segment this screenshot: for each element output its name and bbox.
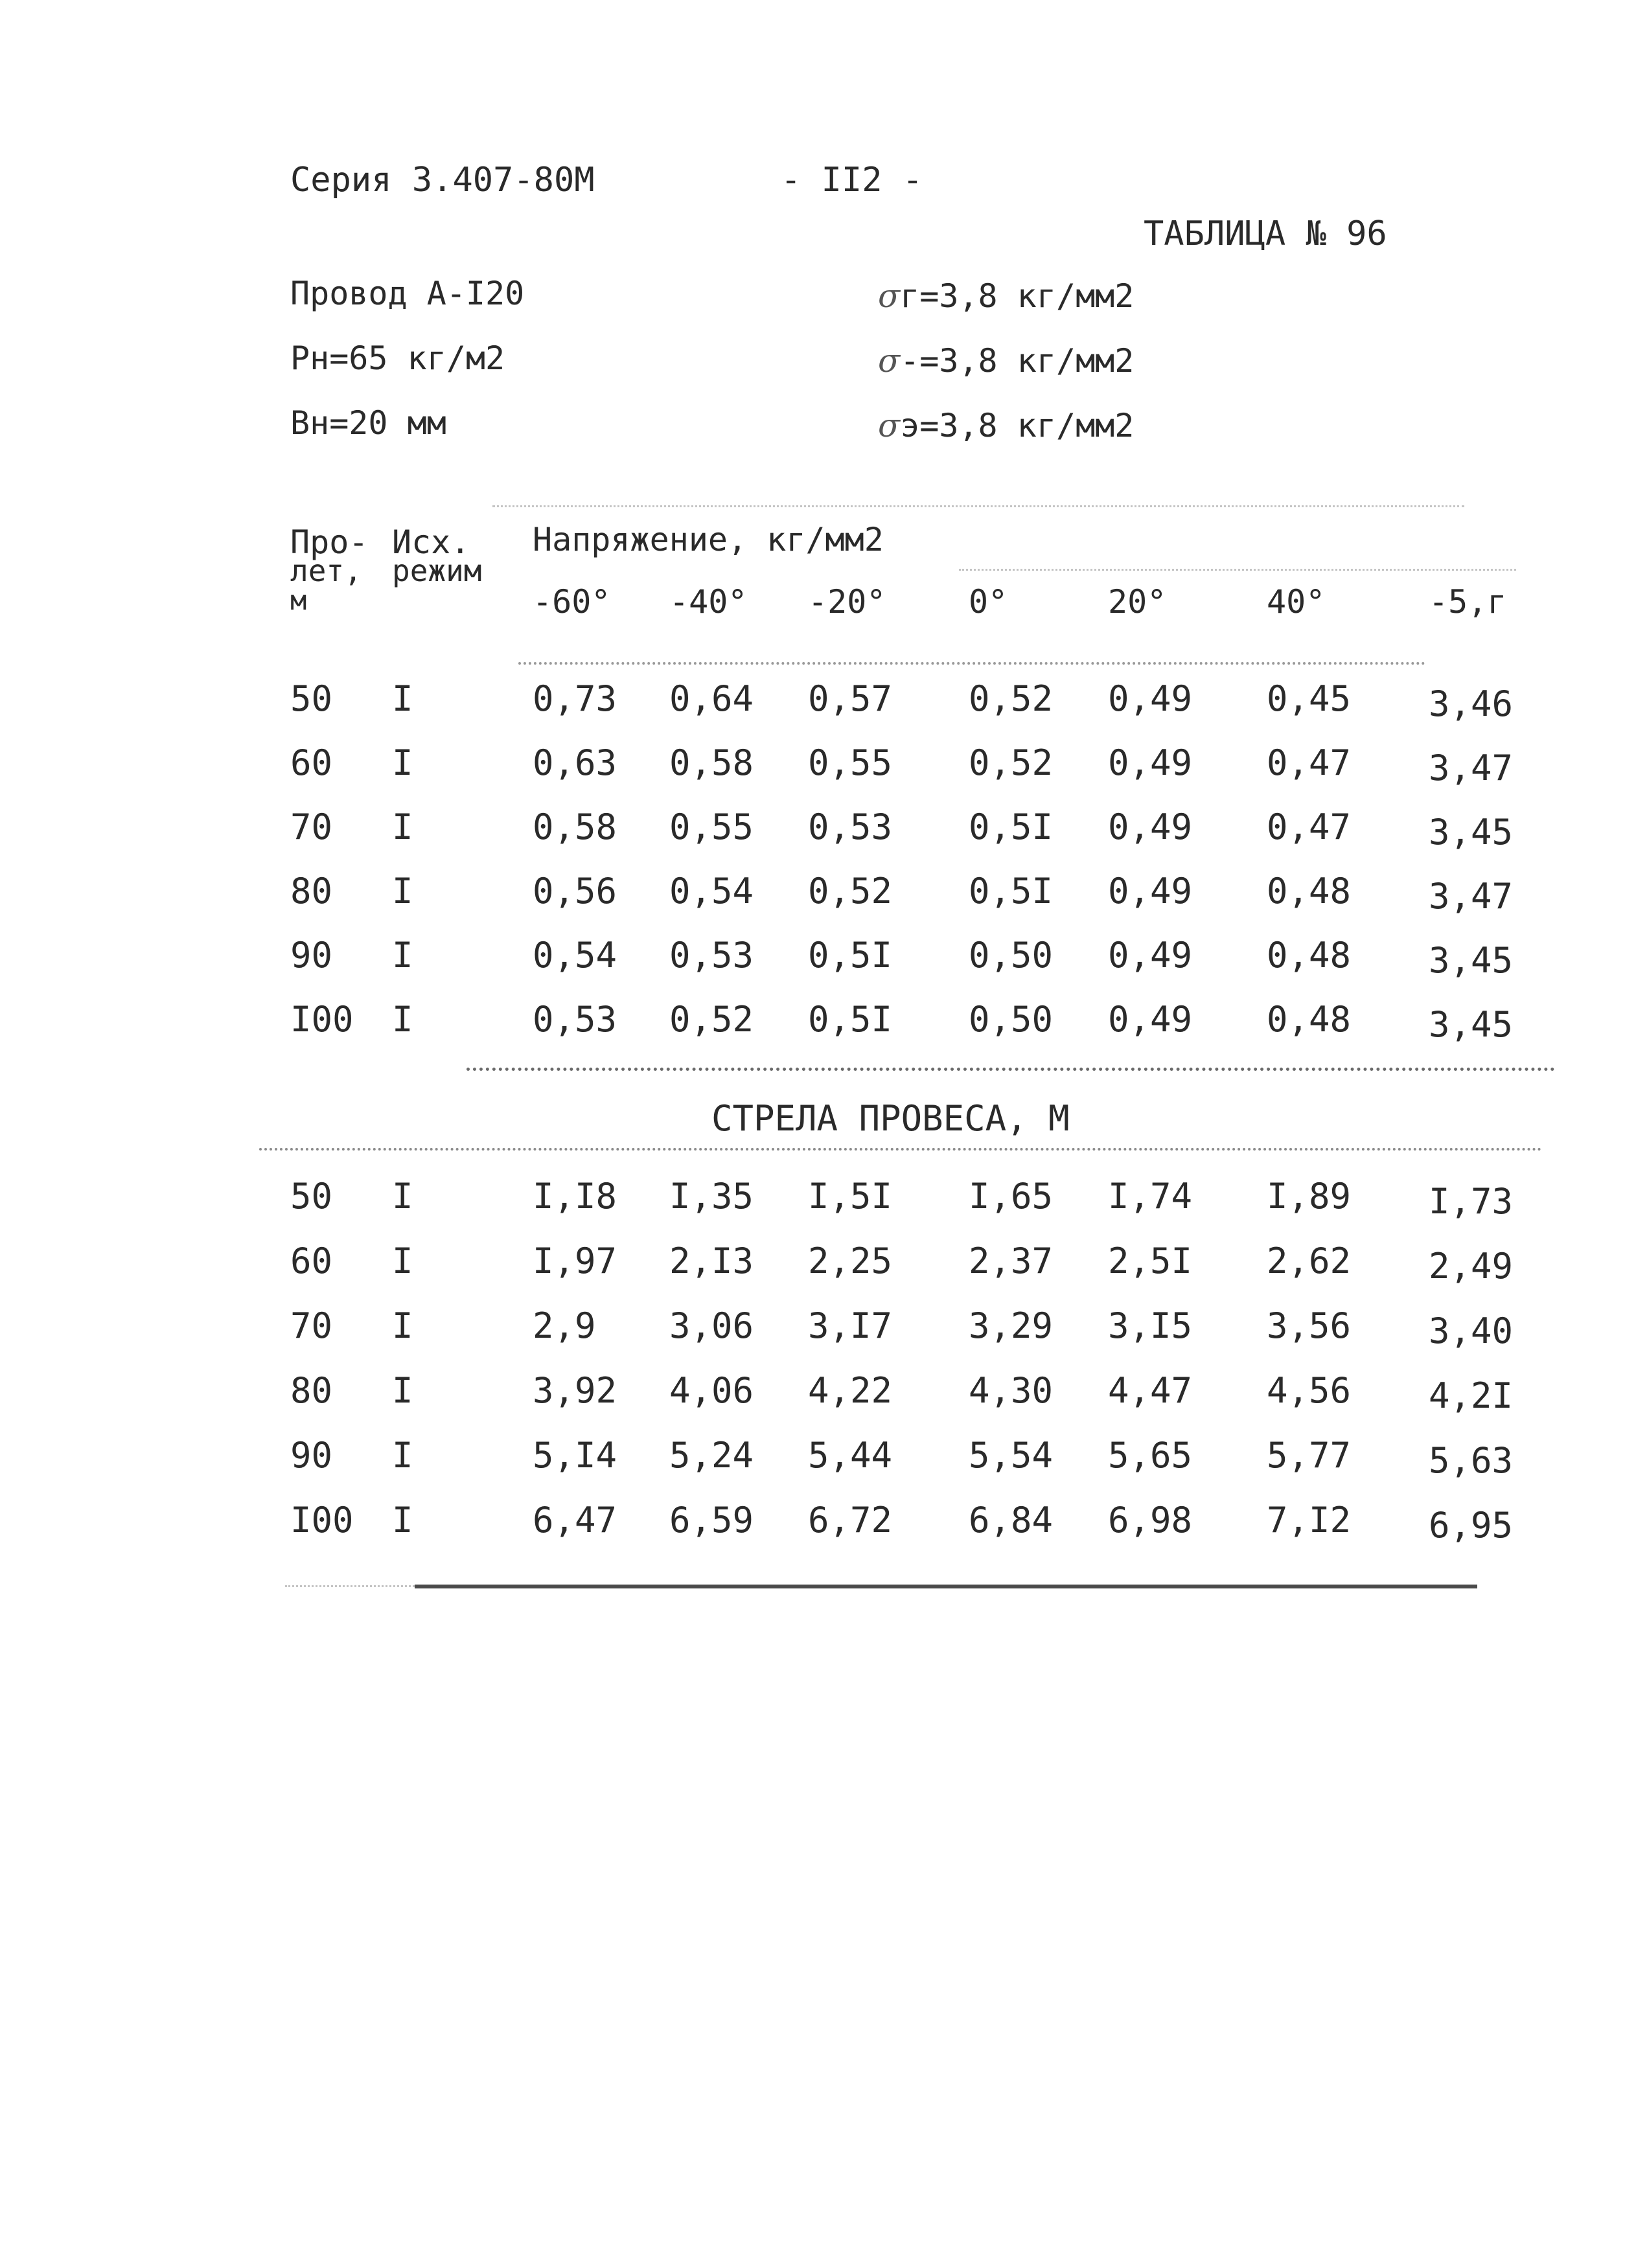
value-cell: 0,45 [1267, 678, 1352, 719]
value-cell: I,89 [1267, 1176, 1352, 1217]
value-cell: 3,I7 [808, 1305, 893, 1346]
value-cell: 2,9 [533, 1305, 596, 1346]
ice-thickness-label: Вн=20 мм [290, 404, 446, 442]
temperature-header: -40° [669, 583, 748, 621]
value-cell: 3,45 [1429, 812, 1514, 853]
value-cell: 3,40 [1429, 1311, 1514, 1351]
value-cell: I,73 [1429, 1181, 1514, 1222]
value-cell: 4,06 [669, 1370, 754, 1411]
span-cell: 70 [290, 1305, 333, 1346]
value-cell: I,74 [1108, 1176, 1193, 1217]
value-cell: 2,49 [1429, 1246, 1514, 1287]
temperature-header: -20° [808, 583, 886, 621]
value-cell: 4,30 [969, 1370, 1054, 1411]
value-cell: 0,63 [533, 742, 617, 783]
value-cell: 0,57 [808, 678, 893, 719]
span-cell: 80 [290, 871, 333, 911]
temperature-header: 40° [1267, 583, 1326, 621]
value-cell: 0,48 [1267, 999, 1352, 1040]
value-cell: 0,5I [969, 807, 1054, 847]
span-cell: 70 [290, 807, 333, 847]
value-cell: 0,50 [969, 935, 1054, 976]
value-cell: 0,58 [669, 742, 754, 783]
table-label: ТАБЛИЦА № 96 [1144, 214, 1387, 253]
value-cell: 5,24 [669, 1435, 754, 1476]
sigma-icon: σ [878, 277, 901, 315]
value-cell: 4,47 [1108, 1370, 1193, 1411]
page-number: - II2 - [781, 161, 923, 200]
value-cell: 5,77 [1267, 1435, 1352, 1476]
span-cell: I00 [290, 999, 354, 1040]
mode-cell: I [392, 999, 413, 1040]
span-cell: 90 [290, 935, 333, 976]
value-cell: 0,56 [533, 871, 617, 911]
value-cell: 5,65 [1108, 1435, 1193, 1476]
span-cell: 50 [290, 1176, 333, 1217]
value-cell: 0,55 [808, 742, 893, 783]
mode-cell: I [392, 1500, 413, 1541]
span-cell: I00 [290, 1500, 354, 1541]
value-cell: 0,53 [808, 807, 893, 847]
span-cell: 60 [290, 1241, 333, 1281]
stress-bottom-rule [467, 1068, 1555, 1071]
value-cell: 3,29 [969, 1305, 1054, 1346]
mode-cell: I [392, 1305, 413, 1346]
value-cell: 0,50 [969, 999, 1054, 1040]
value-cell: 0,52 [969, 742, 1054, 783]
span-cell: 60 [290, 742, 333, 783]
temperature-header: 0° [969, 583, 1008, 621]
col-mode-header-l2: режим [392, 553, 482, 588]
subheader-rule [959, 569, 1516, 571]
value-cell: 2,I3 [669, 1241, 754, 1281]
sigma-icon: σ [878, 342, 901, 380]
value-cell: 0,47 [1267, 742, 1352, 783]
value-cell: 3,45 [1429, 1004, 1514, 1045]
value-cell: 0,49 [1108, 807, 1193, 847]
value-cell: 6,47 [533, 1500, 617, 1541]
sigma-minus-value: σ-=3,8 кг/мм2 [878, 342, 1135, 380]
value-cell: 6,59 [669, 1500, 754, 1541]
mode-cell: I [392, 1241, 413, 1281]
value-cell: 7,I2 [1267, 1500, 1352, 1541]
value-cell: 4,2I [1429, 1375, 1514, 1416]
value-cell: 0,58 [533, 807, 617, 847]
mode-cell: I [392, 935, 413, 976]
value-cell: 0,49 [1108, 678, 1193, 719]
value-cell: 0,55 [669, 807, 754, 847]
value-cell: 0,64 [669, 678, 754, 719]
value-cell: 5,44 [808, 1435, 893, 1476]
value-cell: 5,54 [969, 1435, 1054, 1476]
value-cell: 2,37 [969, 1241, 1054, 1281]
value-cell: 0,5I [969, 871, 1054, 911]
mode-cell: I [392, 1435, 413, 1476]
table-top-rule [492, 505, 1464, 507]
sigma-g-value: σг=3,8 кг/мм2 [878, 277, 1135, 315]
value-cell: 3,I5 [1108, 1305, 1193, 1346]
value-cell: 0,52 [969, 678, 1054, 719]
value-cell: 0,49 [1108, 871, 1193, 911]
sigma-icon: σ [878, 407, 901, 444]
value-cell: 0,5I [808, 935, 893, 976]
mode-cell: I [392, 1370, 413, 1411]
table-bottom-rule [415, 1585, 1477, 1588]
series-label: Серия 3.407-80М [290, 161, 595, 200]
value-cell: 0,54 [669, 871, 754, 911]
value-cell: 0,54 [533, 935, 617, 976]
value-cell: 0,53 [669, 935, 754, 976]
col-span-header-l3: м [290, 584, 307, 616]
value-cell: I,97 [533, 1241, 617, 1281]
mode-cell: I [392, 678, 413, 719]
value-cell: 0,48 [1267, 935, 1352, 976]
value-cell: 3,92 [533, 1370, 617, 1411]
mode-cell: I [392, 807, 413, 847]
value-cell: 2,62 [1267, 1241, 1352, 1281]
value-cell: 0,53 [533, 999, 617, 1040]
value-cell: 3,56 [1267, 1305, 1352, 1346]
sigma-e-value: σэ=3,8 кг/мм2 [878, 407, 1135, 444]
value-cell: 3,06 [669, 1305, 754, 1346]
value-cell: 0,52 [808, 871, 893, 911]
span-cell: 80 [290, 1370, 333, 1411]
value-cell: 3,47 [1429, 876, 1514, 917]
value-cell: I,I8 [533, 1176, 617, 1217]
value-cell: 3,46 [1429, 683, 1514, 724]
value-cell: 5,63 [1429, 1440, 1514, 1481]
sag-title-rule [259, 1148, 1542, 1151]
value-cell: 4,22 [808, 1370, 893, 1411]
col-mode-header-l1: Исх. [392, 523, 470, 561]
temperature-header: 20° [1108, 583, 1167, 621]
span-cell: 50 [290, 678, 333, 719]
mode-cell: I [392, 1176, 413, 1217]
value-cell: 0,73 [533, 678, 617, 719]
span-cell: 90 [290, 1435, 333, 1476]
stress-group-title: Напряжение, кг/мм2 [533, 521, 884, 558]
table-bottom-rule-left [285, 1585, 415, 1587]
temperature-header: -5,г [1429, 583, 1507, 621]
value-cell: 0,49 [1108, 935, 1193, 976]
value-cell: 3,47 [1429, 748, 1514, 788]
temperature-header: -60° [533, 583, 611, 621]
value-cell: I,65 [969, 1176, 1054, 1217]
wire-label: Провод А-I20 [290, 275, 525, 312]
header-bottom-rule [518, 662, 1425, 665]
value-cell: 2,5I [1108, 1241, 1193, 1281]
value-cell: 6,95 [1429, 1505, 1514, 1546]
value-cell: 2,25 [808, 1241, 893, 1281]
col-span-header-l2: лет, [290, 553, 362, 588]
value-cell: 5,I4 [533, 1435, 617, 1476]
wind-pressure-label: Рн=65 кг/м2 [290, 339, 505, 377]
value-cell: 0,48 [1267, 871, 1352, 911]
value-cell: 0,5I [808, 999, 893, 1040]
value-cell: 3,45 [1429, 940, 1514, 981]
value-cell: 6,98 [1108, 1500, 1193, 1541]
value-cell: 0,49 [1108, 742, 1193, 783]
value-cell: 0,52 [669, 999, 754, 1040]
sag-section-title: СТРЕЛА ПРОВЕСА, М [711, 1098, 1070, 1139]
value-cell: 0,49 [1108, 999, 1193, 1040]
value-cell: 6,72 [808, 1500, 893, 1541]
mode-cell: I [392, 871, 413, 911]
value-cell: I,5I [808, 1176, 893, 1217]
value-cell: 6,84 [969, 1500, 1054, 1541]
mode-cell: I [392, 742, 413, 783]
value-cell: 0,47 [1267, 807, 1352, 847]
col-span-header-l1: Про- [290, 523, 369, 561]
value-cell: I,35 [669, 1176, 754, 1217]
value-cell: 4,56 [1267, 1370, 1352, 1411]
